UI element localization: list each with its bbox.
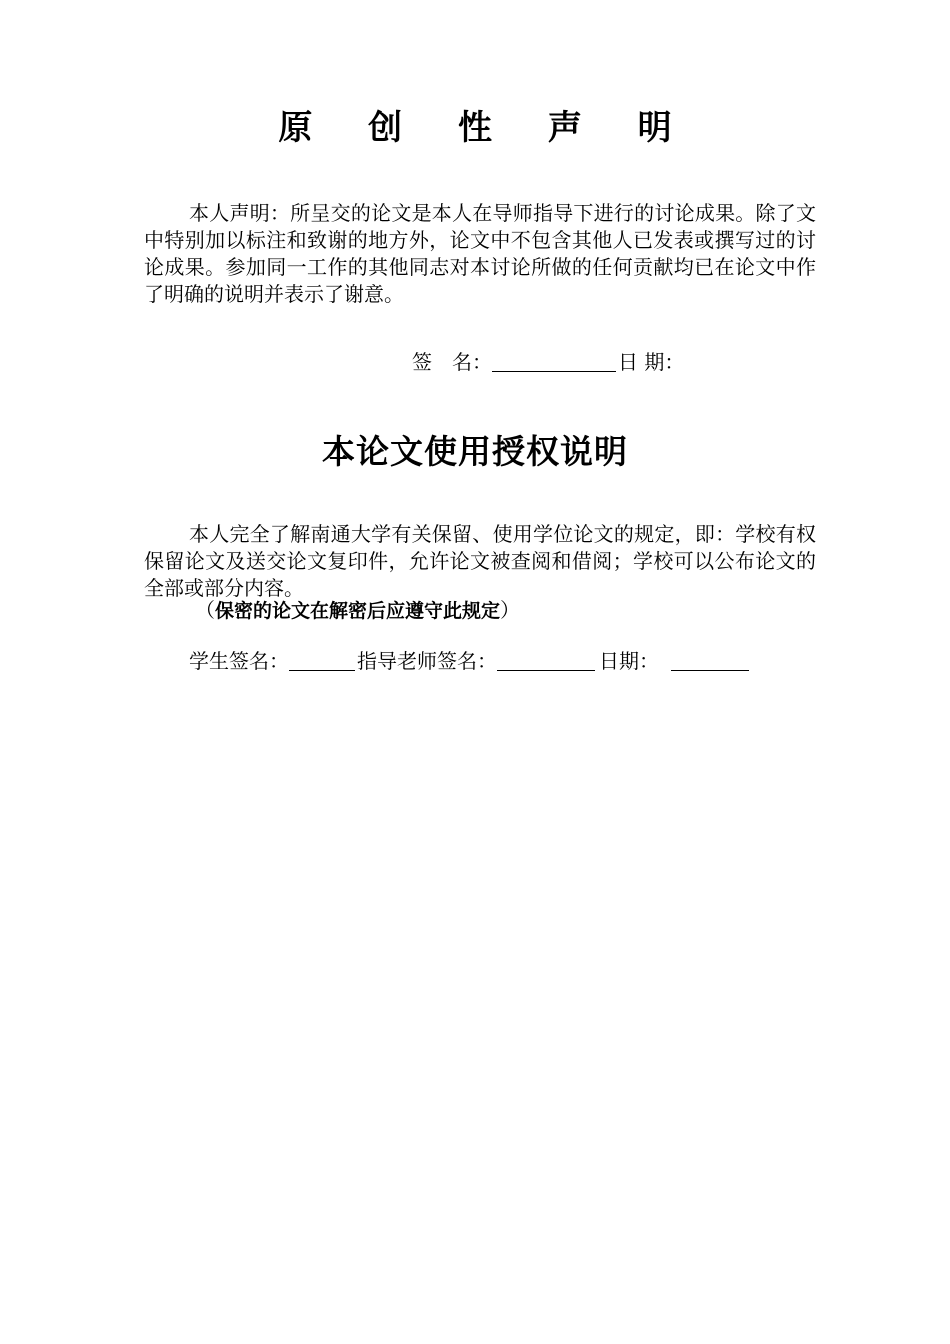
note-open-paren: （ bbox=[195, 598, 215, 622]
originality-signature-row bbox=[412, 349, 684, 376]
note-text: 保密的论文在解密后应遵守此规定 bbox=[215, 600, 501, 622]
signature-blank-line[interactable] bbox=[492, 351, 616, 372]
signature-label: 签 名： bbox=[412, 350, 492, 374]
advisor-signature-blank-line[interactable] bbox=[497, 650, 595, 671]
student-signature-blank-line[interactable] bbox=[289, 650, 355, 671]
originality-title: 原 创 性 声 明 bbox=[278, 108, 694, 148]
note-close-paren: ） bbox=[500, 598, 521, 622]
confidential-note bbox=[195, 597, 520, 625]
student-signature-label: 学生签名： bbox=[189, 649, 289, 673]
authorization-signature-row bbox=[189, 648, 749, 675]
authorization-date-label: 日期： bbox=[599, 649, 659, 673]
authorization-date-blank-line[interactable] bbox=[671, 650, 749, 671]
date-label: 日 期： bbox=[618, 350, 685, 374]
originality-statement: 本人声明：所呈交的论文是本人在导师指导下进行的讨论成果。除了文中特别加以标注和致谢的地方外，论文中不包含其他人已发表或撰写过的讨论成果。参加同一工作的其他同志对本讨论所做的任何贡献均已在论文中作了明确的说明并表示了谢意。 bbox=[144, 201, 816, 306]
authorization-title: 本论文使用授权说明 bbox=[322, 432, 628, 471]
advisor-signature-label: 指导老师签名： bbox=[357, 649, 497, 673]
authorization-statement: 本人完全了解南通大学有关保留、使用学位论文的规定，即：学校有权保留论文及送交论文复印件，允许论文被查阅和借阅；学校可以公布论文的全部或部分内容。 bbox=[144, 522, 816, 600]
